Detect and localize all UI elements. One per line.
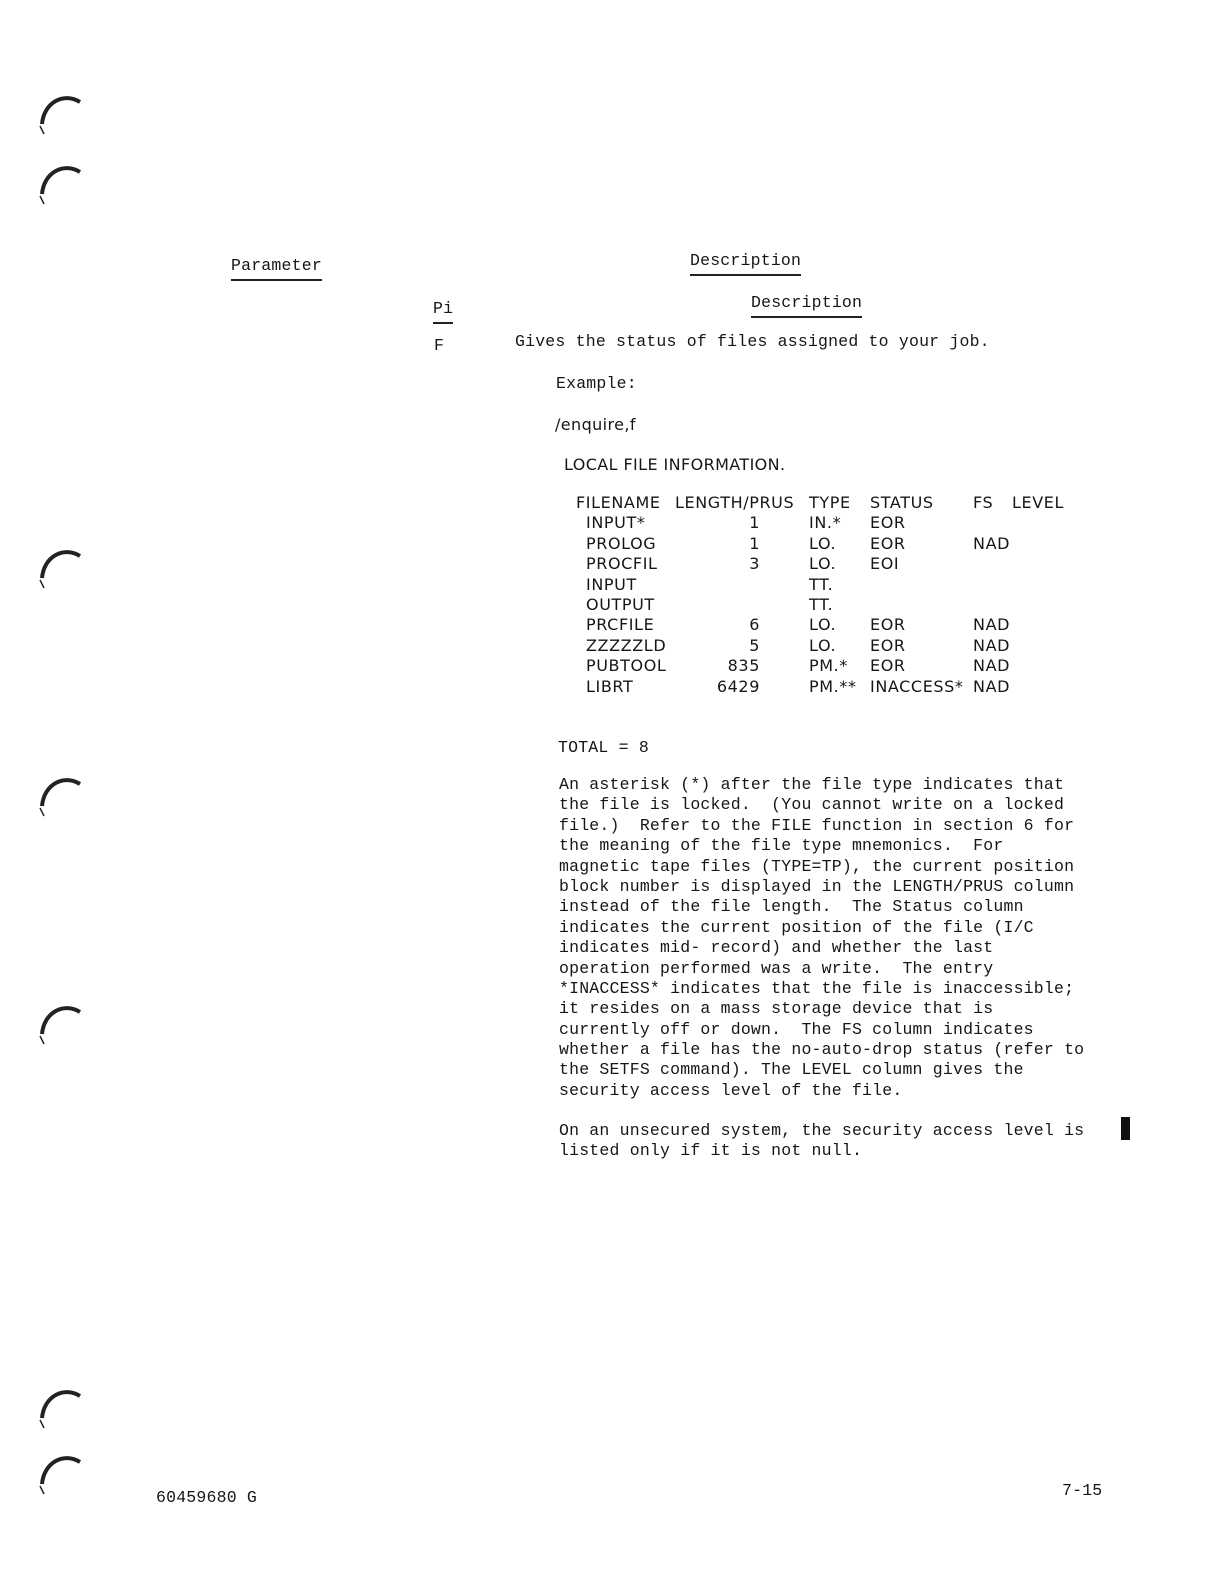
cell-status: EOR <box>870 533 906 553</box>
cell-type: TT. <box>809 594 834 614</box>
paragraph-line: An asterisk (*) after the file type indicates that <box>559 775 1065 794</box>
cell-filename: PUBTOOL <box>586 656 667 676</box>
description-column-header: Description <box>690 251 801 276</box>
paragraph-line: On an unsecured system, the security access level is <box>559 1121 1085 1140</box>
cell-type: TT. <box>809 574 834 594</box>
cell-type: LO. <box>809 615 837 635</box>
binder-hole-icon <box>36 996 96 1056</box>
cell-length: 6 <box>749 615 760 635</box>
cell-status: EOR <box>870 513 906 533</box>
binder-hole-icon <box>36 1446 96 1506</box>
cell-fs: NAD <box>973 615 1011 635</box>
cell-status: INACCESS* <box>870 676 964 696</box>
paragraph-line: instead of the file length. The Status column <box>559 897 1024 917</box>
cell-type: LO. <box>809 635 837 655</box>
cell-length: 3 <box>749 554 760 574</box>
cell-filename: PROLOG <box>586 533 657 553</box>
paragraph-line: *INACCESS* indicates that the file is inaccessible; <box>559 978 1075 998</box>
paragraph-line: the meaning of the file type mnemonics. For <box>559 836 1004 856</box>
binder-hole-icon <box>36 540 96 600</box>
cell-filename: INPUT* <box>586 513 646 533</box>
example-command: /enquire,f <box>555 415 636 434</box>
paragraph-line: security access level of the file. <box>559 1080 903 1100</box>
binder-hole-icon <box>36 86 96 146</box>
cell-length: 6429 <box>716 676 760 696</box>
paragraph-line: block number is displayed in the LENGTH/PRUS column <box>559 876 1075 896</box>
cell-type: LO. <box>809 533 837 553</box>
paragraph-line: currently off or down. The FS column indicates <box>559 1019 1034 1039</box>
cell-filename: INPUT <box>586 574 637 594</box>
binder-hole-icon <box>36 1380 96 1440</box>
cell-type: PM.* <box>809 656 848 676</box>
cell-status: EOI <box>870 554 900 574</box>
sub-description-column-header: Description <box>751 293 862 318</box>
example-label: Example: <box>556 374 637 393</box>
cell-type: LO. <box>809 554 837 574</box>
col-filename: FILENAME <box>576 493 661 512</box>
paragraph-line: indicates the current position of the file (I/C <box>559 917 1034 937</box>
cell-length: 835 <box>727 656 760 676</box>
cell-length: 5 <box>749 635 760 655</box>
explanation-paragraph <box>559 775 1119 1101</box>
cell-length: 1 <box>749 533 760 553</box>
parameter-column-header: Parameter <box>231 256 322 281</box>
paragraph-line: magnetic tape files (TYPE=TP), the current position <box>559 856 1075 876</box>
cell-fs: NAD <box>973 656 1011 676</box>
paragraph-line: whether a file has the no-auto-drop status (refer to <box>559 1040 1085 1060</box>
cell-fs: NAD <box>973 676 1011 696</box>
page-number: 7-15 <box>1062 1481 1103 1500</box>
cell-type: PM.** <box>809 676 857 696</box>
sub-param-column-header: Pi <box>433 299 453 324</box>
parameter-name: F <box>434 336 445 355</box>
document-number: 60459680 G <box>156 1488 258 1507</box>
cell-filename: PRCFILE <box>586 615 655 635</box>
change-bar <box>1121 1117 1130 1140</box>
cell-filename: OUTPUT <box>586 594 655 614</box>
cell-fs: NAD <box>973 635 1011 655</box>
cell-type: IN.* <box>809 513 842 533</box>
cell-status: EOR <box>870 615 906 635</box>
col-type: TYPE <box>809 493 851 512</box>
cell-filename: PROCFIL <box>586 554 658 574</box>
paragraph-line: the SETFS command). The LEVEL column gives the <box>559 1060 1024 1080</box>
paragraph-line: file.) Refer to the FILE function in section 6 for <box>559 815 1075 835</box>
cell-filename: LIBRT <box>586 676 634 696</box>
cell-length: 1 <box>749 513 760 533</box>
cell-status: EOR <box>870 635 906 655</box>
paragraph-line: it resides on a mass storage device that is <box>559 999 994 1019</box>
col-length-prus: LENGTH/PRUS <box>675 493 795 512</box>
unsecured-note-paragraph <box>559 1121 1119 1162</box>
cell-fs: NAD <box>973 533 1011 553</box>
paragraph-line: listed only if it is not null. <box>559 1141 863 1161</box>
total-line: TOTAL = 8 <box>558 738 649 757</box>
output-title: LOCAL FILE INFORMATION. <box>564 455 786 474</box>
binder-hole-icon <box>36 156 96 216</box>
col-fs: FS <box>973 493 994 512</box>
binder-hole-icon <box>36 768 96 828</box>
cell-filename: ZZZZZLD <box>586 635 667 655</box>
paragraph-line: operation performed was a write. The entry <box>559 958 994 978</box>
cell-status: EOR <box>870 656 906 676</box>
paragraph-line: indicates mid- record) and whether the last <box>559 938 994 958</box>
col-level: LEVEL <box>1012 493 1064 512</box>
paragraph-line: the file is locked. (You cannot write on a locked <box>559 795 1065 815</box>
parameter-description: Gives the status of files assigned to your job. <box>515 332 990 351</box>
col-status: STATUS <box>870 493 934 512</box>
